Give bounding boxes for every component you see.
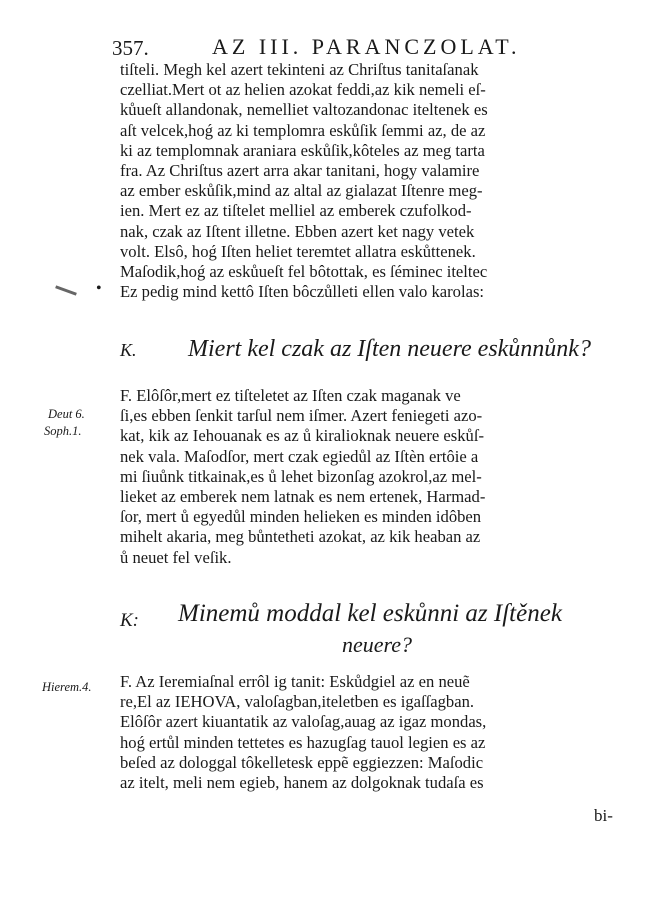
margin-note: Hierem.4. [42,680,92,694]
text-line: ki az templomnak araniara eskůſik,kôteles az meg tarta [120,140,485,160]
answer-block-1 [120,386,625,568]
text-line: mihelt akaria, meg bůntetheti azokat, az kik heaban az [120,527,481,547]
text-line: Maſodik,hoǵ az eskůueſt fel bôtottak, es ſéminec iteltec [120,261,488,281]
text-line: F. Elôſôr,mert ez tiſteletet az Iſten czak maganak ve [120,386,461,405]
question-2-continued: neuere? [342,632,413,657]
text-line: fra. Az Chriſtus azert arra akar tanitani, hogy valamire [120,160,480,180]
catchword: bi- [594,806,613,825]
text-line: aſt velcek,hoǵ az ki templomra eskůſik ſemmi az, de az [120,120,486,140]
text-line: volt. Elsô, hoǵ Iſten heliet teremtet allatra eskůttenek. [120,241,476,261]
text-line: nek vala. Maſodſor, mert czak egiedůl az Iſtèn ertôie a [120,446,479,466]
question-2-label: K: [120,610,139,631]
text-line: Ez pedig mind kettô Iſten bôczůlleti ellen valo karolas: [120,282,485,302]
answer-block-2 [120,672,625,793]
text-block-1 [120,60,625,302]
text-line: czelliat.Mert ot az helien azokat feddi,az kik nemeli eſ- [120,80,486,100]
question-1: Miert kel czak az Iſten neuere eskůnnůnk? [188,336,591,362]
text-line: ſor, mert ů egyedůl minden helieken es minden idôben [120,507,482,527]
text-line: az itelt, meli nem egieb, hanem az dolgoknak tudaſa es [120,772,484,792]
bullet-mark: • [96,280,102,297]
text-line: re,El az IEHOVA, valoſagban,iteletben es igaſſagban. [120,692,475,712]
text-line: ſi,es ebben ſenkit tarſul nem iſmer. Azert feniegeti azo- [120,406,483,426]
question-2: Minemů moddal kel eskůnni az Iſtěnek [178,600,562,627]
chapter-title: AZ III. PARANCZOLAT. [212,34,521,59]
text-line: hoǵ ertůl minden tettetes es hazugſag tauol legien es az [120,732,486,752]
text-line: nak, czak az Iſtent illetne. Ebben azert ket nagy vetek [120,221,475,241]
margin-note: Soph.1. [44,424,82,438]
text-line: Elôſôr azert kiuantatik az valoſag,auag az igaz mondas, [120,712,487,732]
text-line: beſed az dologgal tôkelletesk eppẽ eggiezzen: Maſodic [120,752,484,772]
running-header [112,30,632,60]
text-line: F. Az Ieremiaſnal errôl ig tanit: Eskůdgiel az en neuẽ [120,672,470,691]
page-number: 357. [112,36,149,60]
text-line: az ember eskůſik,mind az altal az gialazat Iſtenre meg- [120,181,483,201]
text-line: mi ſiuůnk titkainak,es ů lehet bizonſag azokrol,az mel- [120,466,482,486]
text-line: lieket az emberek nem latnak es nem ertenek, Harmad- [120,486,486,506]
question-1-label: K. [120,340,137,360]
text-line: ů neuet fel veſik. [120,547,232,567]
text-line: tiſteli. Megh kel azert tekinteni az Chriſtus tanitaſanak [120,60,479,79]
text-line: ien. Mert ez az tiſtelet melliel az emberek czufolkod- [120,201,472,221]
text-line: kůueſt allandonak, nemelliet valtozandonac iteltenek es [120,100,488,120]
text-line: kat, kik az Iehouanak es az ů kiralioknak neuere eskůſ- [120,426,484,446]
ink-mark [55,285,77,295]
margin-note: Deut 6. [48,407,85,421]
